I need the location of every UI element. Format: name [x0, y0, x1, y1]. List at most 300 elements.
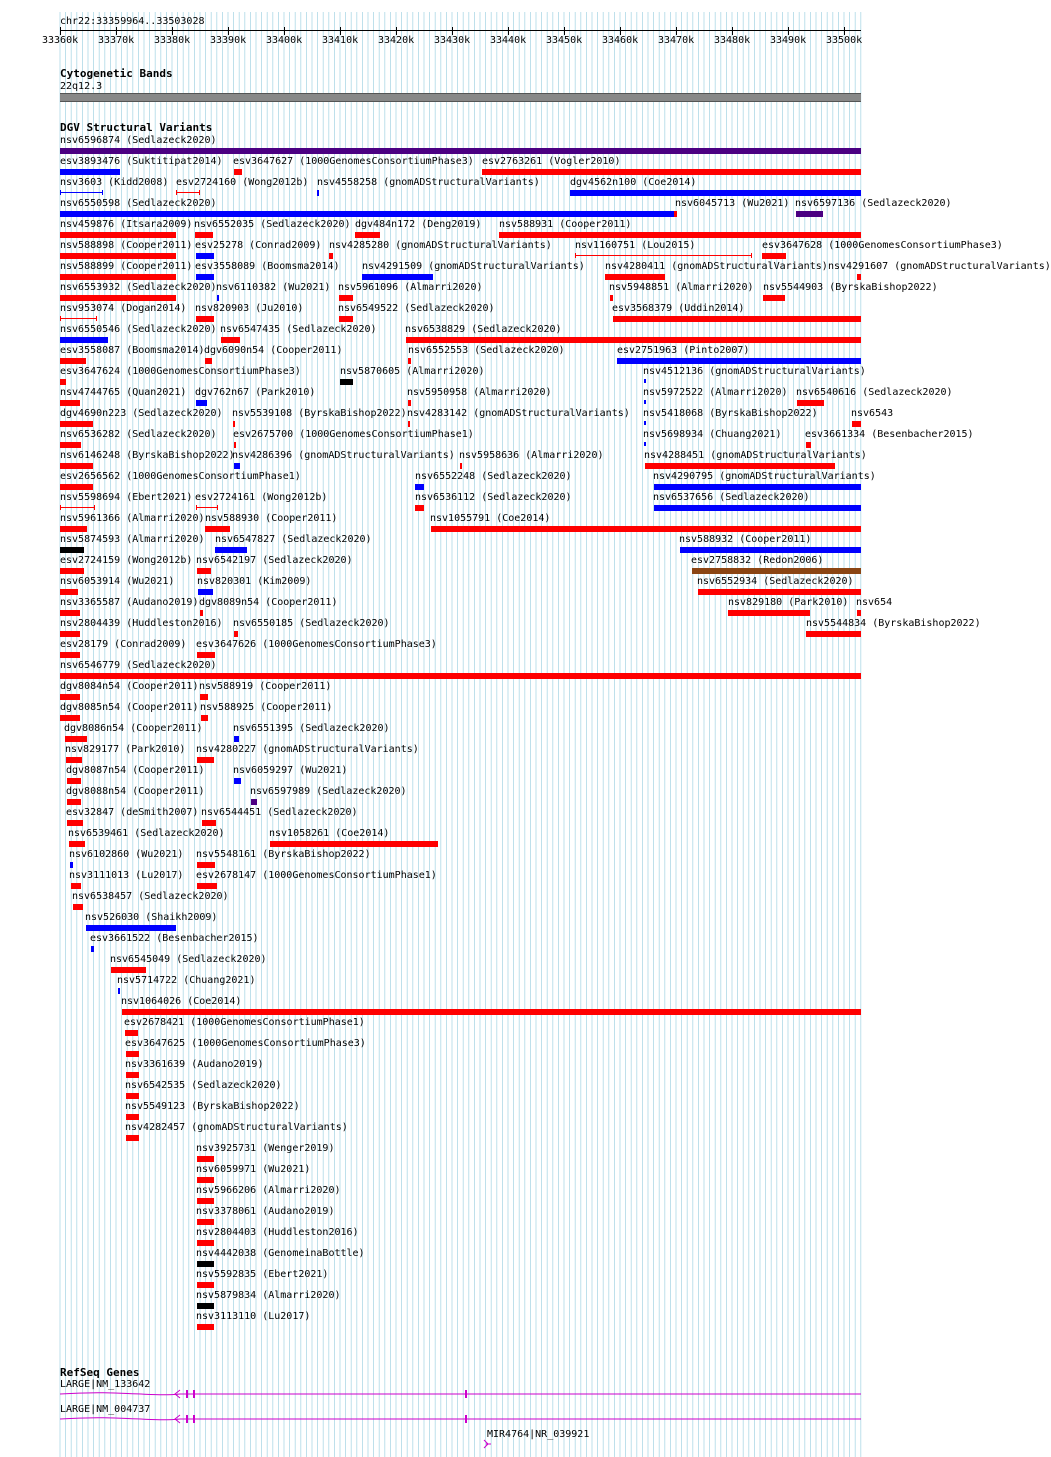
variant-label[interactable]: nsv588898 (Cooper2011) [60, 240, 193, 251]
variant-label[interactable]: nsv588932 (Cooper2011) [679, 534, 812, 545]
variant-label[interactable]: nsv6549522 (Sedlazeck2020) [338, 303, 495, 314]
variant-feature[interactable] [60, 547, 84, 553]
variant-label[interactable]: nsv4280411 (gnomADStructuralVariants) [605, 261, 828, 272]
variant-label[interactable]: nsv5598694 (Ebert2021) [60, 492, 193, 503]
dgv-track-title[interactable]: DGV Structural Variants [60, 121, 213, 134]
ruler-tick-label: 33440k [490, 35, 527, 46]
variant-label[interactable]: esv2751963 (Pinto2007) [617, 345, 750, 356]
variant-feature[interactable] [201, 715, 208, 721]
variant-feature[interactable] [406, 337, 861, 343]
variant-label[interactable]: nsv5870605 (Almarri2020) [340, 366, 485, 377]
variant-label[interactable]: esv3647628 (1000GenomesConsortiumPhase3) [762, 240, 1003, 251]
variant-feature[interactable] [126, 1135, 139, 1141]
variant-label[interactable]: nsv6552934 (Sedlazeck2020) [697, 576, 854, 587]
variant-label[interactable]: nsv6053914 (Wu2021) [60, 576, 175, 587]
variant-feature[interactable] [60, 589, 78, 595]
variant-feature[interactable] [60, 190, 103, 195]
variant-feature[interactable] [610, 295, 613, 301]
cytoband-bar[interactable] [60, 93, 861, 102]
variant-label[interactable]: nsv5879834 (Almarri2020) [196, 1290, 341, 1301]
variant-label[interactable]: nsv526030 (Shaikh2009) [85, 912, 218, 923]
variant-label[interactable]: nsv1160751 (Lou2015) [575, 240, 696, 251]
variant-feature[interactable] [806, 631, 861, 637]
variant-label[interactable]: esv3647624 (1000GenomesConsortiumPhase3) [60, 366, 301, 377]
variant-feature[interactable] [605, 274, 665, 280]
variant-label[interactable]: nsv5714722 (Chuang2021) [117, 975, 256, 986]
variant-label[interactable]: nsv820903 (Ju2010) [195, 303, 304, 314]
variant-feature[interactable] [196, 316, 214, 322]
variant-feature[interactable] [408, 400, 411, 406]
variant-label[interactable]: nsv3378061 (Audano2019) [196, 1206, 335, 1217]
variant-feature[interactable] [415, 484, 424, 490]
variant-feature[interactable] [60, 232, 176, 238]
variant-feature[interactable] [197, 862, 215, 868]
ruler-tick-label: 33420k [378, 35, 415, 46]
variant-label[interactable]: nsv5972522 (Almarri2020) [643, 387, 788, 398]
variant-feature[interactable] [65, 736, 87, 742]
variant-feature[interactable] [617, 358, 861, 364]
variant-label[interactable]: esv28179 (Conrad2009) [60, 639, 187, 650]
variant-label[interactable]: nsv5950958 (Almarri2020) [407, 387, 552, 398]
variant-label[interactable]: nsv2804403 (Huddleston2016) [196, 1227, 359, 1238]
variant-feature[interactable] [60, 400, 80, 406]
ruler-tick-label: 33460k [602, 35, 639, 46]
variant-feature[interactable] [60, 148, 861, 154]
variant-feature[interactable] [60, 169, 120, 175]
variant-feature[interactable] [60, 673, 861, 679]
variant-feature[interactable] [197, 1177, 214, 1183]
gene-model-nm004737[interactable] [60, 1415, 861, 1423]
variant-label[interactable]: nsv820301 (Kim2009) [197, 576, 312, 587]
variant-label[interactable]: nsv4283142 (gnomADStructuralVariants) [407, 408, 630, 419]
variant-feature[interactable] [415, 505, 424, 511]
ruler-tick [676, 27, 677, 35]
variant-feature[interactable] [644, 379, 646, 383]
variant-label[interactable]: nsv1058261 (Coe2014) [269, 828, 390, 839]
variant-feature[interactable] [613, 316, 861, 322]
ruler-tick [732, 27, 733, 35]
variant-label[interactable]: esv3558087 (Boomsma2014) [60, 345, 205, 356]
variant-feature[interactable] [362, 274, 433, 280]
variant-label[interactable]: nsv588930 (Cooper2011) [205, 513, 338, 524]
variant-feature[interactable] [796, 211, 823, 217]
variant-label[interactable]: nsv6546779 (Sedlazeck2020) [60, 660, 217, 671]
variant-label[interactable]: esv2656562 (1000GenomesConsortiumPhase1) [60, 471, 301, 482]
variant-label[interactable]: nsv4290795 (gnomADStructuralVariants) [653, 471, 876, 482]
variant-label[interactable]: dgv8085n54 (Cooper2011) [60, 702, 199, 713]
variant-label[interactable]: nsv4442038 (GenomeinaBottle) [196, 1248, 365, 1259]
variant-label[interactable]: nsv4285280 (gnomADStructuralVariants) [329, 240, 552, 251]
variant-label[interactable]: nsv1064026 (Coe2014) [121, 996, 242, 1007]
variant-feature[interactable] [60, 484, 93, 490]
variant-feature[interactable] [317, 190, 319, 196]
variant-feature[interactable] [60, 652, 80, 658]
variant-feature[interactable] [339, 316, 353, 322]
variant-feature[interactable] [126, 1093, 139, 1099]
variant-feature[interactable] [215, 547, 247, 553]
ruler-tick [340, 27, 341, 35]
variant-feature[interactable] [460, 463, 462, 469]
variant-feature[interactable] [60, 526, 87, 532]
variant-feature[interactable] [60, 211, 674, 217]
variant-feature[interactable] [200, 694, 208, 700]
variant-label[interactable]: nsv3111013 (Lu2017) [69, 870, 184, 881]
variant-label[interactable]: nsv6547435 (Sedlazeck2020) [220, 324, 377, 335]
variant-label[interactable]: nsv6536282 (Sedlazeck2020) [60, 429, 217, 440]
variant-label[interactable]: nsv4288451 (gnomADStructuralVariants) [644, 450, 867, 461]
variant-feature[interactable] [197, 1156, 214, 1162]
variant-label[interactable]: nsv2804439 (Huddleston2016) [60, 618, 223, 629]
variant-feature[interactable] [196, 505, 218, 510]
variant-feature[interactable] [205, 526, 230, 532]
variant-label[interactable]: nsv6552248 (Sedlazeck2020) [415, 471, 572, 482]
variant-feature[interactable] [340, 379, 353, 385]
variant-label[interactable]: nsv829180 (Park2010) [728, 597, 849, 608]
variant-label[interactable]: nsv6547827 (Sedlazeck2020) [215, 534, 372, 545]
variant-feature[interactable] [221, 337, 240, 343]
variant-feature[interactable] [195, 232, 213, 238]
variant-label[interactable]: nsv5874593 (Almarri2020) [60, 534, 205, 545]
variant-label[interactable]: nsv5418068 (ByrskaBishop2022) [643, 408, 818, 419]
variant-label[interactable]: esv2724160 (Wong2012b) [176, 177, 309, 188]
variant-feature[interactable] [763, 295, 785, 301]
variant-feature[interactable] [200, 610, 203, 616]
variant-label[interactable]: dgv6090n54 (Cooper2011) [204, 345, 343, 356]
variant-label[interactable]: esv3661334 (Besenbacher2015) [805, 429, 974, 440]
variant-label[interactable]: nsv6550598 (Sedlazeck2020) [60, 198, 217, 209]
variant-feature[interactable] [67, 799, 81, 805]
ruler-tick-label: 33470k [658, 35, 695, 46]
variant-feature[interactable] [86, 925, 176, 931]
variant-label[interactable]: nsv4512136 (gnomADStructuralVariants) [643, 366, 866, 377]
variant-label[interactable]: nsv4558258 (gnomADStructuralVariants) [317, 177, 540, 188]
variant-feature[interactable] [482, 169, 861, 175]
variant-label[interactable]: nsv6596874 (Sedlazeck2020) [60, 135, 217, 146]
variant-feature[interactable] [196, 274, 214, 280]
variant-feature[interactable] [644, 400, 646, 404]
variant-label[interactable]: nsv6540616 (Sedlazeck2020) [796, 387, 953, 398]
variant-label[interactable]: dgv484n172 (Deng2019) [355, 219, 482, 230]
variant-label[interactable]: nsv4280227 (gnomADStructuralVariants) [196, 744, 419, 755]
variant-label[interactable]: nsv6597989 (Sedlazeck2020) [250, 786, 407, 797]
region-label: chr22:33359964..33503028 [60, 16, 205, 27]
variant-label[interactable]: esv3568379 (Uddin2014) [612, 303, 745, 314]
variant-label[interactable]: nsv4291607 (gnomADStructuralVariants) [828, 261, 1051, 272]
refseq-gene-models[interactable] [0, 1385, 890, 1455]
variant-feature[interactable] [196, 400, 207, 406]
variant-feature[interactable] [234, 631, 238, 637]
variant-label[interactable]: nsv3365587 (Audano2019) [60, 597, 199, 608]
ruler-tick [228, 27, 229, 35]
ruler-tick-label: 33410k [322, 35, 359, 46]
variant-label[interactable]: nsv5539108 (ByrskaBishop2022) [232, 408, 407, 419]
variant-label[interactable]: nsv6537656 (Sedlazeck2020) [653, 492, 810, 503]
variant-label[interactable]: nsv6550546 (Sedlazeck2020) [60, 324, 217, 335]
ruler-tick-label: 33370k [98, 35, 135, 46]
variant-label[interactable]: nsv5961096 (Almarri2020) [338, 282, 483, 293]
variant-feature[interactable] [176, 190, 200, 195]
variant-label[interactable]: nsv4744765 (Quan2021) [60, 387, 187, 398]
variant-feature[interactable] [66, 757, 82, 763]
variant-label[interactable]: esv2724161 (Wong2012b) [195, 492, 328, 503]
variant-feature[interactable] [111, 967, 146, 973]
variant-label[interactable]: nsv5966206 (Almarri2020) [196, 1185, 341, 1196]
variant-label[interactable]: nsv6536112 (Sedlazeck2020) [415, 492, 572, 503]
variant-label[interactable]: nsv3113110 (Lu2017) [196, 1311, 311, 1322]
variant-label[interactable]: dgv8084n54 (Cooper2011) [60, 681, 199, 692]
variant-label[interactable]: nsv5958636 (Almarri2020) [459, 450, 604, 461]
ruler-tick-label: 33490k [770, 35, 807, 46]
variant-feature[interactable] [60, 568, 84, 574]
variant-feature[interactable] [575, 253, 752, 258]
variant-label[interactable]: nsv3925731 (Wenger2019) [196, 1143, 335, 1154]
variant-feature[interactable] [644, 442, 646, 446]
variant-feature[interactable] [60, 295, 176, 301]
variant-label[interactable]: esv2758832 (Redon2006) [691, 555, 824, 566]
variant-label[interactable]: nsv953074 (Dogan2014) [60, 303, 187, 314]
variant-feature[interactable] [217, 295, 219, 301]
variant-feature[interactable] [329, 253, 333, 259]
refseq-track-title[interactable]: RefSeq Genes [60, 1366, 140, 1379]
variant-feature[interactable] [197, 1261, 214, 1267]
variant-label[interactable]: nsv6542197 (Sedlazeck2020) [196, 555, 353, 566]
variant-feature[interactable] [570, 190, 861, 196]
variant-label[interactable]: esv3647627 (1000GenomesConsortiumPhase3) [233, 156, 474, 167]
ruler-tick [788, 27, 789, 35]
variant-feature[interactable] [125, 1030, 138, 1036]
variant-feature[interactable] [60, 463, 93, 469]
variant-label[interactable]: esv25278 (Conrad2009) [195, 240, 322, 251]
variant-feature[interactable] [197, 1219, 214, 1225]
variant-feature[interactable] [431, 526, 861, 532]
variant-label[interactable]: esv32847 (deSmith2007) [66, 807, 199, 818]
variant-feature[interactable] [408, 421, 410, 427]
ruler-line [60, 30, 861, 31]
variant-feature[interactable] [234, 169, 242, 175]
variant-feature[interactable] [857, 610, 861, 616]
variant-label[interactable]: esv2678147 (1000GenomesConsortiumPhase1) [196, 870, 437, 881]
variant-feature[interactable] [197, 1324, 214, 1330]
variant-label[interactable]: nsv3361639 (Audano2019) [125, 1059, 264, 1070]
variant-label[interactable]: nsv6552035 (Sedlazeck2020) [194, 219, 351, 230]
variant-feature[interactable] [234, 736, 239, 742]
variant-feature[interactable] [126, 1072, 139, 1078]
variant-label[interactable]: nsv4286396 (gnomADStructuralVariants) [232, 450, 455, 461]
variant-label[interactable]: nsv588931 (Cooper2011) [499, 219, 632, 230]
variant-label[interactable]: nsv5948851 (Almarri2020) [609, 282, 754, 293]
variant-label[interactable]: esv3647626 (1000GenomesConsortiumPhase3) [196, 639, 437, 650]
variant-feature[interactable] [857, 274, 861, 280]
ruler-tick-label: 33380k [154, 35, 191, 46]
variant-label[interactable]: esv2763261 (Vogler2010) [482, 156, 621, 167]
variant-feature[interactable] [91, 946, 94, 952]
variant-feature[interactable] [60, 253, 176, 259]
ruler-tick-label: 33450k [546, 35, 583, 46]
variant-feature[interactable] [654, 505, 861, 511]
variant-feature[interactable] [234, 778, 241, 784]
variant-label[interactable]: nsv829177 (Park2010) [65, 744, 186, 755]
variant-feature[interactable] [60, 610, 80, 616]
variant-feature[interactable] [60, 694, 80, 700]
variant-label[interactable]: nsv3603 (Kidd2008) [60, 177, 169, 188]
variant-label[interactable]: nsv588919 (Cooper2011) [199, 681, 332, 692]
variant-label[interactable]: nsv6059297 (Wu2021) [233, 765, 348, 776]
variant-feature[interactable] [118, 988, 120, 994]
variant-label[interactable]: nsv459876 (Itsara2009) [60, 219, 193, 230]
variant-label[interactable]: nsv6551395 (Sedlazeck2020) [233, 723, 390, 734]
variant-label[interactable]: nsv5544834 (ByrskaBishop2022) [806, 618, 981, 629]
variant-label[interactable]: nsv6597136 (Sedlazeck2020) [795, 198, 952, 209]
variant-label[interactable]: nsv6110382 (Wu2021) [216, 282, 331, 293]
variant-feature[interactable] [60, 715, 80, 721]
variant-feature[interactable] [198, 589, 213, 595]
variant-label[interactable]: nsv6539461 (Sedlazeck2020) [68, 828, 225, 839]
variant-label[interactable]: esv3647625 (1000GenomesConsortiumPhase3) [125, 1038, 366, 1049]
variant-feature[interactable] [122, 1009, 861, 1015]
variant-feature[interactable] [197, 652, 215, 658]
variant-feature[interactable] [234, 442, 236, 448]
variant-label[interactable]: esv2678421 (1000GenomesConsortiumPhase1) [124, 1017, 365, 1028]
variant-label[interactable]: nsv5698934 (Chuang2021) [643, 429, 782, 440]
variant-feature[interactable] [339, 295, 353, 301]
cytoband-title[interactable]: Cytogenetic Bands [60, 67, 173, 80]
variant-feature[interactable] [197, 568, 211, 574]
gene-model-nm133642[interactable] [60, 1390, 861, 1398]
variant-feature[interactable] [197, 883, 217, 889]
variant-label[interactable]: dgv8089n54 (Cooper2011) [199, 597, 338, 608]
variant-feature[interactable] [692, 568, 861, 574]
variant-feature[interactable] [205, 358, 212, 364]
variant-feature[interactable] [806, 442, 811, 448]
variant-label[interactable]: nsv6538829 (Sedlazeck2020) [405, 324, 562, 335]
variant-feature[interactable] [69, 841, 85, 847]
variant-feature[interactable] [728, 610, 810, 616]
variant-feature[interactable] [762, 253, 786, 259]
variant-label[interactable]: nsv4291509 (gnomADStructuralVariants) [362, 261, 585, 272]
ruler-tick [564, 27, 565, 35]
variant-feature[interactable] [408, 358, 411, 364]
variant-label[interactable]: nsv6146248 (ByrskaBishop2022) [60, 450, 235, 461]
variant-label[interactable]: nsv5544903 (ByrskaBishop2022) [763, 282, 938, 293]
ruler-tick [508, 27, 509, 35]
variant-label[interactable]: nsv6102860 (Wu2021) [69, 849, 184, 860]
variant-label[interactable]: nsv6545049 (Sedlazeck2020) [110, 954, 267, 965]
variant-label[interactable]: nsv6544451 (Sedlazeck2020) [201, 807, 358, 818]
variant-label[interactable]: dgv762n67 (Park2010) [195, 387, 316, 398]
variant-feature[interactable] [852, 421, 861, 427]
variant-feature[interactable] [197, 1240, 214, 1246]
variant-label[interactable]: nsv6538457 (Sedlazeck2020) [72, 891, 229, 902]
variant-feature[interactable] [70, 862, 73, 868]
gene-model-mir4764[interactable] [484, 1440, 491, 1448]
variant-label[interactable]: nsv6553932 (Sedlazeck2020) [60, 282, 217, 293]
variant-label[interactable]: esv3558089 (Boomsma2014) [195, 261, 340, 272]
variant-label[interactable]: dgv4562n100 (Coe2014) [570, 177, 697, 188]
variant-label[interactable]: nsv6059971 (Wu2021) [196, 1164, 311, 1175]
variant-feature[interactable] [197, 1282, 214, 1288]
variant-feature[interactable] [645, 463, 835, 469]
variant-feature[interactable] [67, 778, 81, 784]
variant-feature[interactable] [71, 883, 81, 889]
variant-label[interactable]: esv2724159 (Wong2012b) [60, 555, 193, 566]
variant-feature[interactable] [60, 274, 176, 280]
variant-label[interactable]: nsv5548161 (ByrskaBishop2022) [196, 849, 371, 860]
variant-feature[interactable] [60, 421, 93, 427]
variant-label[interactable]: esv2675700 (1000GenomesConsortiumPhase1) [233, 429, 474, 440]
variant-feature[interactable] [698, 589, 861, 595]
variant-feature[interactable] [680, 547, 861, 553]
variant-feature[interactable] [797, 400, 824, 406]
variant-label[interactable]: nsv6543 [851, 408, 894, 419]
variant-label[interactable]: nsv654 [856, 597, 893, 608]
gene-label-nm133642[interactable]: LARGE|NM_133642 [60, 1379, 151, 1390]
ruler-tick-label: 33390k [210, 35, 247, 46]
variant-feature[interactable] [60, 316, 97, 321]
variant-label[interactable]: nsv5592835 (Ebert2021) [196, 1269, 329, 1280]
variant-feature[interactable] [197, 1198, 214, 1204]
variant-label[interactable]: nsv6045713 (Wu2021) [675, 198, 790, 209]
variant-label[interactable]: nsv6552553 (Sedlazeck2020) [408, 345, 565, 356]
variant-feature[interactable] [60, 358, 86, 364]
variant-label[interactable]: esv3893476 (Suktitipat2014) [60, 156, 223, 167]
variant-feature[interactable] [251, 799, 257, 805]
variant-feature[interactable] [73, 904, 83, 910]
variant-feature[interactable] [197, 757, 214, 763]
variant-label[interactable]: dgv8087n54 (Cooper2011) [66, 765, 205, 776]
variant-feature[interactable] [67, 820, 83, 826]
ruler-tick-label: 33360k [42, 35, 79, 46]
variant-label[interactable]: dgv8088n54 (Cooper2011) [66, 786, 205, 797]
variant-feature[interactable] [197, 1303, 214, 1309]
variant-label[interactable]: nsv4282457 (gnomADStructuralVariants) [125, 1122, 348, 1133]
variant-label[interactable]: dgv4690n223 (Sedlazeck2020) [60, 408, 223, 419]
variant-label[interactable]: nsv6550185 (Sedlazeck2020) [233, 618, 390, 629]
variant-feature[interactable] [644, 421, 646, 425]
gene-label-nm004737[interactable]: LARGE|NM_004737 [60, 1404, 151, 1415]
ruler-tick [172, 27, 173, 35]
variant-label[interactable]: nsv6542535 (Sedlazeck2020) [125, 1080, 282, 1091]
variant-feature[interactable] [60, 379, 66, 385]
variant-feature[interactable] [126, 1114, 139, 1120]
gene-label-mir4764[interactable]: MIR4764|NR_039921 [487, 1429, 590, 1440]
variant-label[interactable]: esv3661522 (Besenbacher2015) [90, 933, 259, 944]
variant-feature[interactable] [60, 442, 81, 448]
variant-feature[interactable] [202, 820, 216, 826]
variant-label[interactable]: nsv1055791 (Coe2014) [430, 513, 551, 524]
variant-feature[interactable] [60, 337, 108, 343]
cytoband-label: 22q12.3 [60, 81, 103, 92]
variant-label[interactable]: nsv588925 (Cooper2011) [200, 702, 333, 713]
variant-feature[interactable] [234, 463, 240, 469]
variant-feature[interactable] [674, 211, 677, 217]
ruler-tick [396, 27, 397, 35]
variant-feature[interactable] [196, 253, 214, 259]
ruler-tick-label: 33400k [266, 35, 303, 46]
ruler-tick [60, 27, 61, 35]
variant-label[interactable]: nsv5549123 (ByrskaBishop2022) [125, 1101, 300, 1112]
variant-feature[interactable] [499, 232, 861, 238]
variant-feature[interactable] [654, 484, 861, 490]
variant-feature[interactable] [233, 421, 235, 427]
variant-label[interactable]: nsv5961366 (Almarri2020) [60, 513, 205, 524]
variant-feature[interactable] [355, 232, 380, 238]
variant-feature[interactable] [60, 631, 80, 637]
variant-label[interactable]: nsv588899 (Cooper2011) [60, 261, 193, 272]
variant-feature[interactable] [270, 841, 438, 847]
variant-label[interactable]: dgv8086n54 (Cooper2011) [64, 723, 203, 734]
variant-feature[interactable] [126, 1051, 139, 1057]
variant-feature[interactable] [60, 505, 95, 510]
